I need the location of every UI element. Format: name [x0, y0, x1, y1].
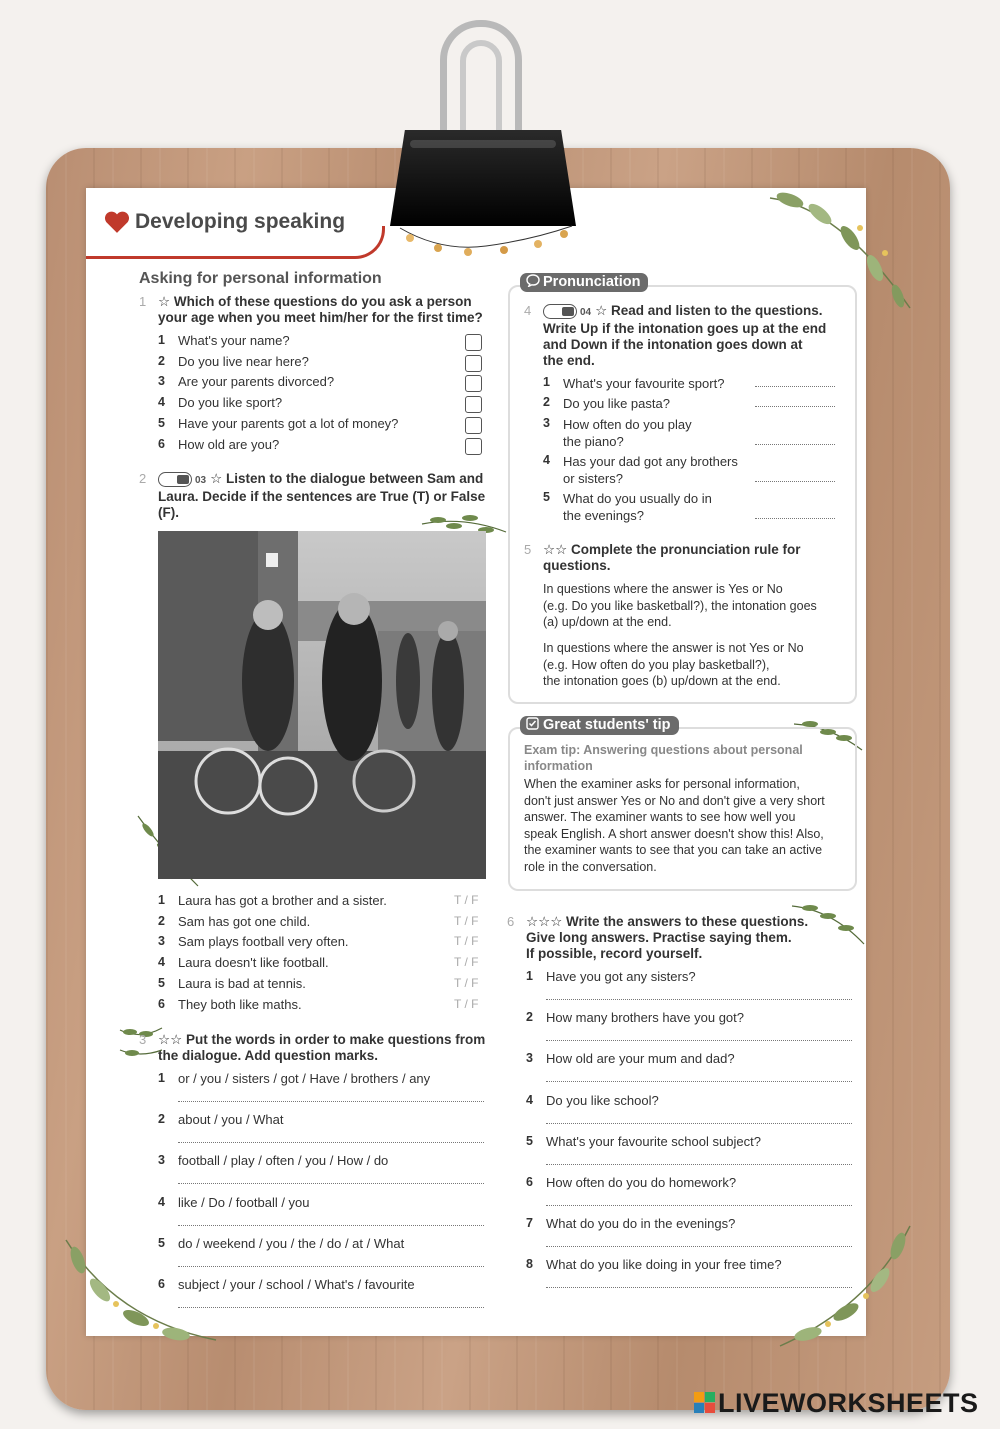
list-item: What's your favourite sport?: [563, 376, 725, 391]
list-item-number: 6: [526, 1175, 533, 1189]
pronunciation-rule-2: In questions where the answer is not Yes or No (e.g. How often do you play basketball?), the intonation goes (b) up/down at the end.: [543, 640, 843, 690]
list-item-number: 5: [158, 1235, 165, 1250]
answer-line[interactable]: [546, 1246, 852, 1247]
list-item-number: 5: [158, 975, 165, 990]
answer-line[interactable]: [546, 999, 852, 1000]
list-item: do / weekend / you / the / do / at / What: [178, 1235, 405, 1251]
exercise-4-instruction: 04 ☆ Read and listen to the questions. Write Up if the intonation goes up at the end and Down if the intonation goes down at the end.: [543, 303, 827, 368]
list-item: What do you usually do in the evenings?: [563, 491, 712, 523]
list-item: Sam plays football very often.: [178, 934, 349, 950]
rule-answer-b[interactable]: the intonation goes (b) up/down at the end.: [543, 674, 781, 688]
list-item: Have you got any sisters?: [546, 969, 696, 984]
list-item-number: 3: [158, 374, 165, 389]
answer-line[interactable]: [546, 1040, 852, 1041]
students-photo: [158, 531, 486, 879]
answer-line[interactable]: [178, 1266, 484, 1267]
exercise-5-instruction: ☆☆ Complete the pronunciation rule for questions.: [543, 542, 801, 573]
answer-blank[interactable]: [755, 406, 835, 407]
answer-blank[interactable]: [755, 518, 835, 519]
list-item: What do you do in the evenings?: [546, 1216, 736, 1232]
list-item-number: 4: [526, 1092, 533, 1107]
rule-answer-a[interactable]: (a) up/down at the end.: [543, 615, 672, 629]
tip-tag: Great students' tip: [520, 716, 679, 735]
audio-track-icon[interactable]: [158, 472, 192, 487]
answer-line[interactable]: [546, 1287, 852, 1288]
answer-checkbox[interactable]: [465, 438, 482, 455]
true-false-choice[interactable]: T / F: [454, 996, 479, 1011]
list-item: How old are you?: [178, 436, 280, 452]
list-item-number: 4: [158, 1194, 165, 1209]
answer-blank[interactable]: [755, 386, 835, 387]
answer-checkbox[interactable]: [465, 396, 482, 413]
list-item-number: 5: [543, 490, 550, 504]
answer-line[interactable]: [178, 1307, 484, 1308]
answer-blank[interactable]: [755, 481, 835, 482]
answer-checkbox[interactable]: [465, 355, 482, 372]
tip-line: don't just answer Yes or No and don't give a very short: [524, 793, 825, 808]
answer-line[interactable]: [546, 1164, 852, 1165]
true-false-choice[interactable]: T / F: [454, 934, 479, 949]
list-item-number: 3: [158, 1153, 165, 1168]
true-false-choice[interactable]: T / F: [454, 975, 479, 990]
list-item-number: 4: [158, 395, 165, 410]
speech-bubble-icon: [526, 274, 540, 287]
list-item: Are your parents divorced?: [178, 374, 335, 390]
list-item-number: 2: [526, 1010, 533, 1025]
liveworksheets-brand: LIVEWORKSHEETS: [718, 1388, 979, 1418]
list-item: or / you / sisters / got / Have / brothers / any: [178, 1071, 431, 1086]
tip-line: answer. The examiner wants to see how well you: [524, 810, 796, 824]
exercise-number: 1: [139, 294, 147, 309]
list-item-number: 6: [158, 996, 165, 1011]
list-item-number: 2: [158, 913, 165, 928]
list-item: Sam has got one child.: [178, 913, 311, 929]
page-title: Developing speaking: [135, 210, 346, 233]
list-item: What do you like doing in your free time?: [546, 1257, 782, 1273]
tip-line: the examiner wants to see that you can take an active: [524, 843, 823, 857]
list-item-number: 1: [158, 333, 165, 347]
audio-track-number: 03: [195, 475, 207, 486]
list-item-number: 1: [526, 969, 533, 983]
list-item: subject / your / school / What's / favourite: [178, 1277, 415, 1292]
list-item: Has your dad got any brothers or sisters?: [563, 454, 738, 486]
list-item: about / you / What: [178, 1112, 284, 1128]
exercise-3-instruction: ☆☆ Put the words in order to make questions from the dialogue. Add question marks.: [158, 1032, 486, 1063]
answer-line[interactable]: [178, 1142, 484, 1143]
list-item-number: 3: [543, 416, 550, 430]
list-item: Do you like sport?: [178, 395, 283, 411]
list-item: How often do you do homework?: [546, 1175, 737, 1190]
answer-line[interactable]: [178, 1101, 484, 1102]
pronunciation-rule-1: In questions where the answer is Yes or No (e.g. Do you like basketball?), the intonation goes (a) up/down at the end.: [543, 581, 843, 631]
list-item: Do you like school?: [546, 1092, 659, 1108]
exercise-number: 2: [139, 471, 147, 486]
leaf-decoration-icon: [770, 1216, 920, 1366]
list-item-number: 3: [526, 1051, 533, 1066]
list-item: How old are your mum and dad?: [546, 1051, 735, 1067]
list-item: Laura has got a brother and a sister.: [178, 893, 387, 908]
section-title: Asking for personal information: [139, 270, 382, 287]
list-item-number: 6: [158, 1277, 165, 1291]
exercise-number: 3: [139, 1032, 147, 1047]
answer-line[interactable]: [546, 1081, 852, 1082]
tip-line: When the examiner asks for personal information,: [524, 777, 800, 791]
list-item-number: 7: [526, 1216, 533, 1231]
list-item: They both like maths.: [178, 996, 302, 1012]
exercise-number: 5: [524, 542, 532, 557]
answer-line[interactable]: [178, 1225, 484, 1226]
exercise-number: 4: [524, 303, 532, 318]
true-false-choice[interactable]: T / F: [454, 913, 479, 928]
answer-line[interactable]: [546, 1205, 852, 1206]
list-item-number: 8: [526, 1257, 533, 1272]
title-underline: [86, 226, 385, 259]
pronunciation-tag: Pronunciation: [520, 273, 648, 292]
answer-blank[interactable]: [755, 444, 835, 445]
list-item: like / Do / football / you: [178, 1194, 310, 1210]
answer-checkbox[interactable]: [465, 417, 482, 434]
list-item-number: 6: [158, 436, 165, 451]
students-with-bicycles-image: [158, 531, 486, 879]
list-item-number: 4: [158, 955, 165, 970]
list-item-number: 2: [158, 1112, 165, 1127]
list-item-number: 1: [158, 1071, 165, 1085]
list-item-number: 1: [543, 375, 550, 389]
list-item: What's your favourite school subject?: [546, 1133, 761, 1149]
list-item: football / play / often / you / How / do: [178, 1153, 389, 1169]
answer-checkbox[interactable]: [465, 375, 482, 392]
audio-track-icon[interactable]: [543, 304, 577, 319]
list-item: Have your parents got a lot of money?: [178, 415, 399, 431]
checkbox-tick-icon: [526, 717, 539, 730]
list-item-number: 2: [158, 353, 165, 368]
exercise-number: 6: [507, 914, 515, 929]
list-item-number: 4: [543, 453, 550, 467]
list-item: Laura is bad at tennis.: [178, 975, 306, 991]
list-item: How often do you play the piano?: [563, 417, 692, 449]
list-item-number: 1: [158, 893, 165, 907]
string-lights-icon: [396, 222, 576, 268]
list-item-number: 2: [543, 395, 550, 409]
exercise-6-instruction: ☆☆☆ Write the answers to these questions. Give long answers. Practise saying them. If possible, record yourself.: [526, 914, 809, 961]
answer-checkbox[interactable]: [465, 334, 482, 351]
list-item: What's your name?: [178, 333, 290, 348]
audio-track-number: 04: [580, 307, 592, 318]
answer-line[interactable]: [178, 1183, 484, 1184]
exercise-1-instruction: ☆ Which of these questions do you ask a person your age when you meet him/her for the first time?: [158, 294, 483, 325]
true-false-choice[interactable]: T / F: [454, 955, 479, 970]
tip-line: role in the conversation.: [524, 859, 657, 874]
list-item-number: 5: [526, 1133, 533, 1148]
tip-body: [524, 776, 849, 875]
list-item-number: 5: [158, 415, 165, 430]
list-item: How many brothers have you got?: [546, 1010, 744, 1026]
list-item: Do you live near here?: [178, 353, 309, 369]
list-item-number: 3: [158, 934, 165, 949]
liveworksheets-logo-icon: [694, 1392, 716, 1414]
true-false-choice[interactable]: T / F: [454, 893, 479, 907]
list-item: Do you like pasta?: [563, 396, 670, 411]
list-item: Laura doesn't like football.: [178, 955, 329, 971]
tip-line: speak English. A short answer doesn't show this! Also,: [524, 826, 824, 841]
tip-heading: Exam tip: Answering questions about personal information: [524, 743, 803, 773]
answer-line[interactable]: [546, 1123, 852, 1124]
exercise-2-instruction: 03 ☆ Listen to the dialogue between Sam and Laura. Decide if the sentences are True (T) or False (F).: [158, 471, 486, 520]
